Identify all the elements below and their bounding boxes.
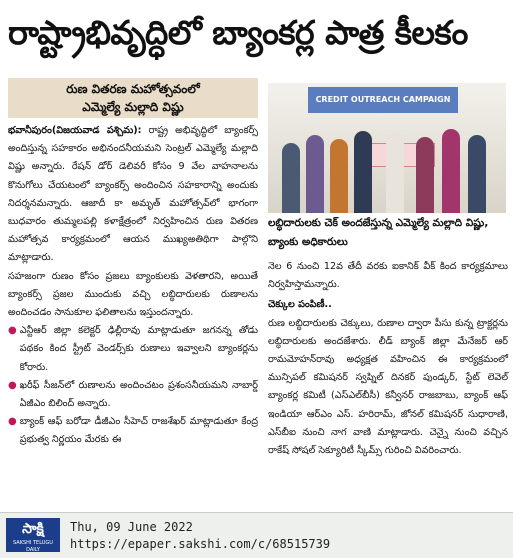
- person-figure: [330, 139, 348, 213]
- article-paragraph-2: సహజంగా రుణం కోసం ప్రజలు బ్యాంకులకు వెళతారని, అయితే బ్యాంకర్స్ ప్రజల ముందుకు వచ్చి లబ్ధిదారులకు రుణాలను అందించడం సానుకూల ఫలితాలను ఇస్తుందన్నారు.: [8, 270, 258, 319]
- dateline: భవానీపురం(విజయవాడ పశ్చిమ):: [8, 125, 142, 136]
- person-figure: [306, 135, 324, 213]
- publication-date: Thu, 09 June 2022: [70, 520, 193, 534]
- person-figure: [386, 133, 404, 213]
- photo-banner: CREDIT OUTREACH CAMPAIGN: [308, 87, 458, 113]
- subheadline-line-2: ఎమ్మెల్యే మల్లాది విష్ణు: [82, 100, 184, 114]
- footer: [0, 512, 513, 558]
- article-paragraph-1: రాష్ట్ర అభివృద్ధిలో బ్యాంకర్స్ అందిస్తున్న సహకారం అభినందనీయమని సెంట్రల్ ఎమ్మెల్యే మల్లాది విష్ణు అన్నారు. రేషన్ డోర్ డెలివరీ కోసం 9 వేల వాహనాలను కొనుగోలు చేయటంలో బ్యాంకర్స్ అందించిన సహకారాన్ని అందుకు నిదర్శనమన్నారు. ఆజాదీ కా అమృత్ మహోత్సవ్‌లో భాగంగా బుధవారం తుమ్మలపల్లి కళాక్షేత్రంలో నిర్వహించిన రుణ వితరణ మహోత్సవ కార్యక్రమంలో ఆయన ముఖ్యఅతిథిగా పాల్గొని మాట్లాడారు.: [8, 125, 258, 264]
- logo-subtext: SAKSHI TELUGU DAILY: [13, 540, 53, 553]
- subheadline-line-1: రుణ వితరణ మహోత్సవంలో: [66, 82, 200, 96]
- bullet-text: ఎన్టీఆర్ జిల్లా కలెక్టర్ ఢిల్లీరావు మాట్లాడుతూ జగనన్న తోడు పథకం కింద స్ట్రీట్ వెండర్స్‌కు రుణాలు ఇవ్వాలని బ్యాంకర్లను కోరారు.: [19, 325, 258, 373]
- logo-text: సాక్షి: [22, 521, 44, 537]
- person-figure: [354, 131, 372, 213]
- article-paragraph-4: రుణ లబ్ధిదారులకు చెక్కులు, రుణాల ద్వారా పీసు కున్న ట్రాక్టర్లను లబ్ధిదారులకు అందజేశారు. లీడ్ బ్యాంక్ జిల్లా మేనేజర్ ఆర్ రామమోహన్‌రావు అధ్యక్షత వహించిన ఈ కార్యక్రమంలో మున్సిపల్ కమిషనర్ స్వప్నిల్ దినకర్ పుండ్కర్, స్టేట్ లెవెల్ బ్యాంకర్ల కమిటీ (ఎస్ఎల్‌బీసీ) కన్వీనర్ రాజబాబు, బ్యాంక్ ఆఫ్ ఇండియా ఆర్ఎం ఎస్. హరిరామ్, జోనల్ కమిషనర్ సుధారాణి, ఎస్‌బీఐ నుంచి నాగ వాణి మాట్లాడారు. చెన్నై నుంచి వచ్చిన రాకేష్ సోషల్ సెక్యూరిటీ స్కీమ్స్ గురించి వివరించారు.: [268, 317, 508, 457]
- article-paragraph-3: నెల 6 నుంచి 12వ తేదీ వరకు ఐకానిక్ వీక్ కింద కార్యక్రమాలు నిర్వహిస్తామన్నారు.: [268, 261, 508, 291]
- bullet-icon: ●: [8, 379, 17, 391]
- headline: రాష్ట్రాభివృద్ధిలో బ్యాంకర్ల పాత్ర కీలకం: [8, 13, 468, 52]
- subheadline-box: [8, 78, 258, 118]
- bullet-text: ఖరీఫ్ సీజన్‌లో రుణాలను అందించటం ప్రశంసనీయమని నాబార్డ్ ఏజీఎం బిలింద్ అన్నారు.: [19, 379, 258, 410]
- bullet-text: బ్యాంక్ ఆఫ్ బరోడా డీజీఎం సీహెచ్ రాజశేఖర్ మాట్లాడుతూ కేంద్ర ప్రభుత్వ నిర్ణయం మేరకు ఈ: [19, 416, 258, 446]
- person-figure: [442, 129, 460, 213]
- article-right-column: [268, 258, 508, 460]
- section-subtitle: చెక్కుల పంపిణీ..: [268, 299, 332, 311]
- article-left-column: [8, 122, 258, 450]
- person-figure: [468, 135, 486, 213]
- event-photo: [268, 83, 506, 213]
- photo-caption: లబ్ధిదారులకు చెక్ అందజేస్తున్న ఎమ్మెల్యే మల్లాది విష్ణు, బ్యాంకు అధికారులు: [268, 217, 489, 248]
- person-figure: [282, 143, 300, 213]
- person-figure: [416, 137, 434, 213]
- bullet-item: [8, 377, 258, 413]
- sakshi-logo: [6, 518, 60, 552]
- bullet-icon: ●: [8, 325, 17, 337]
- bullet-item: [8, 322, 258, 377]
- bullet-item: [8, 413, 258, 449]
- bullet-icon: ●: [8, 416, 17, 428]
- epaper-link[interactable]: https://epaper.sakshi.com/c/68515739: [70, 537, 331, 551]
